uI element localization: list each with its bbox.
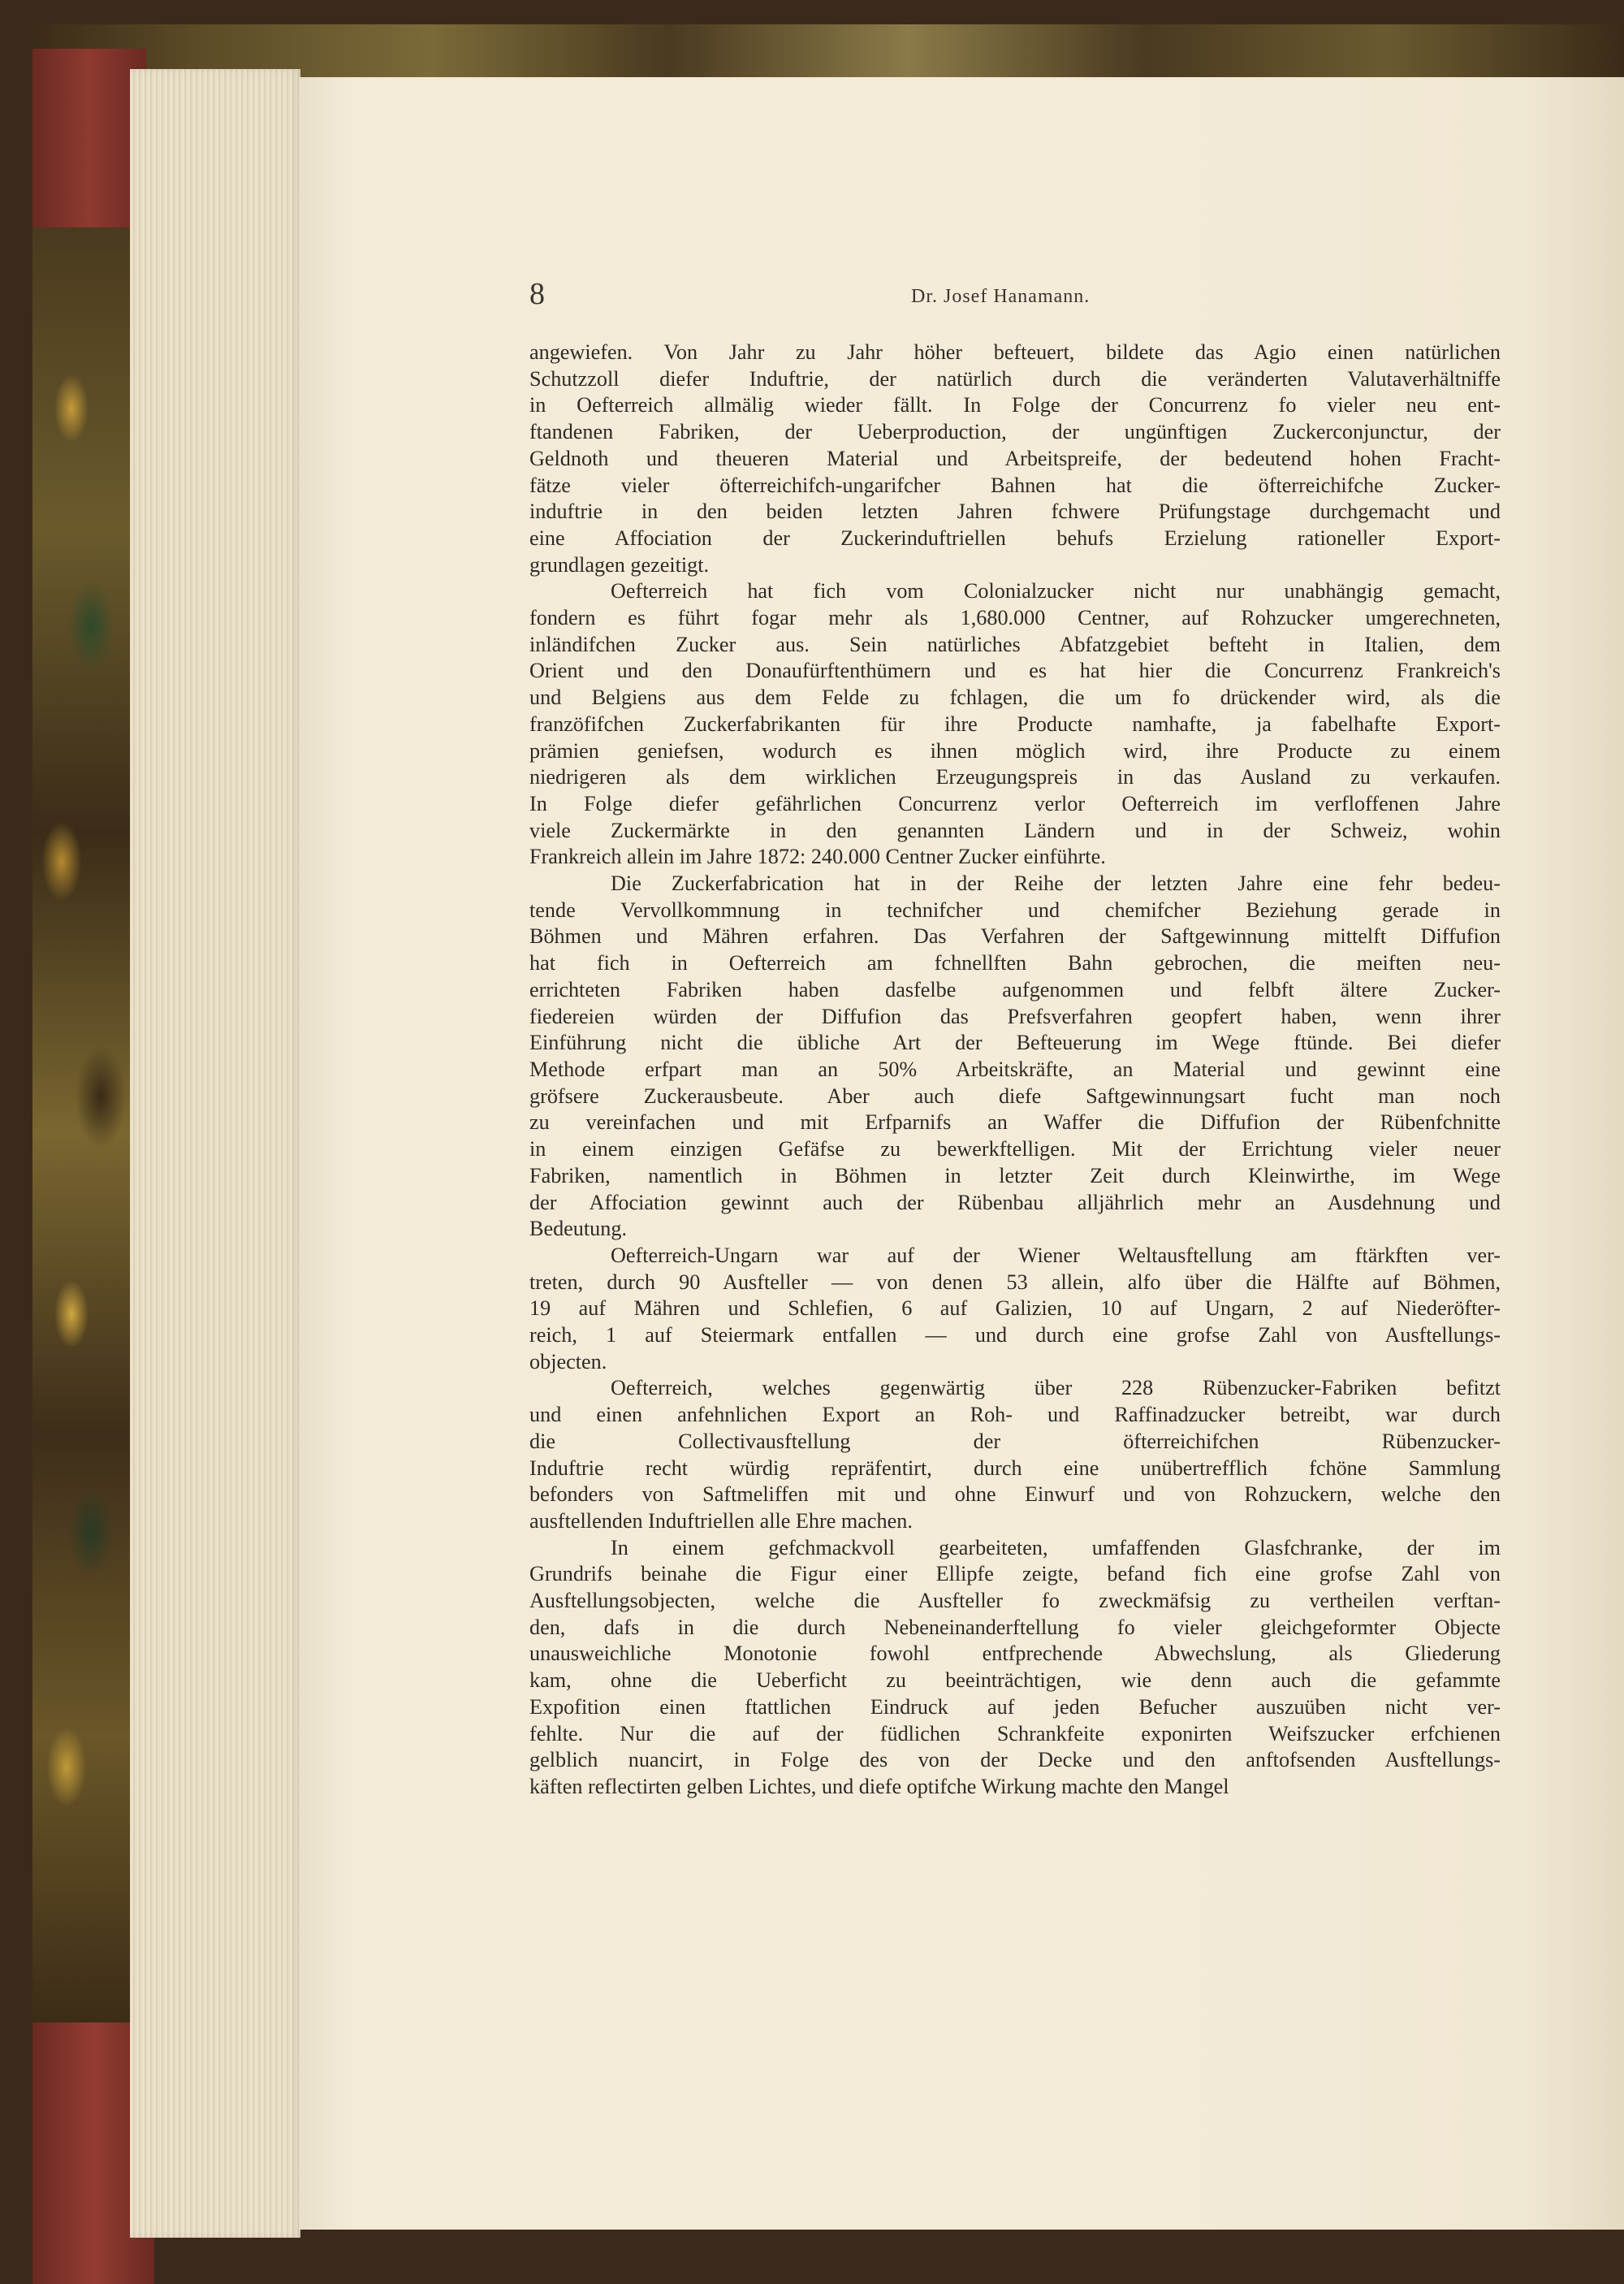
text-line: Frankreich allein im Jahre 1872: 240.000 Centner Zucker einführte.	[529, 845, 1106, 869]
marbled-board-side	[32, 227, 130, 2039]
text-line: Grundrifs beinahe die Figur einer Ellipfe zeigte, befand fich eine grofse Zahl von	[529, 1562, 1501, 1586]
text-line: objecten.	[529, 1349, 607, 1373]
text-line: Induftrie recht würdig repräfentirt, durch eine unübertrefflich fchöne Sammlung	[529, 1456, 1501, 1480]
text-line: unausweichliche Monotonie fowohl entfprechende Abwechslung, als Gliederung	[529, 1642, 1501, 1666]
text-line: gelblich nuancirt, in Folge des von der Decke und den anftofsenden Ausftellungs-	[529, 1748, 1501, 1772]
running-head	[529, 278, 1504, 310]
text-line: In Folge diefer gefährlichen Concurrenz verlor Oefterreich im verfloffenen Jahre	[529, 791, 1501, 815]
text-line: den, dafs in die durch Nebeneinanderftellung fo vieler gleichgeformter Objecte	[529, 1615, 1501, 1639]
text-line: Fabriken, namentlich in Böhmen in letzter Zeit durch Kleinwirthe, im Wege	[529, 1163, 1501, 1187]
text-line: grundlagen gezeitigt.	[529, 552, 710, 577]
text-line: treten, durch 90 Ausfteller — von denen 53 allein, alfo über die Hälfte auf Böhmen,	[529, 1270, 1501, 1294]
text-line: tende Vervollkommnung in technifcher und chemifcher Beziehung gerade in	[529, 898, 1501, 922]
text-line: franzöfifchen Zuckerfabrikanten für ihre Producte namhafte, ja fabelhafte Export-	[529, 712, 1501, 736]
text-line: die Collectivausftellung der öfterreichifchen Rübenzucker-	[529, 1429, 1501, 1453]
text-line: befonders von Saftmeliffen mit und ohne Einwurf und von Rohzuckern, welche den	[529, 1482, 1501, 1507]
text-line: Expofition einen ftattlichen Eindruck auf jeden Befucher auszuüben nicht ver-	[529, 1694, 1501, 1719]
text-line: Böhmen und Mähren erfahren. Das Verfahren der Saftgewinnung mittelft Diffufion	[529, 924, 1501, 949]
page-header-title: Dr. Josef Hanamann.	[911, 286, 1091, 307]
text-line: in einem einzigen Gefäfse zu bewerkftelligen. Mit der Errichtung vieler neuer	[529, 1137, 1501, 1161]
text-line: angewiefen. Von Jahr zu Jahr höher befteuert, bildete das Agio einen natürlichen	[529, 340, 1501, 364]
text-line: und einen anfehnlichen Export an Roh- und Raffinadzucker betreibt, war durch	[529, 1403, 1501, 1427]
text-line: Ausftellungsobjecten, welche die Ausfteller fo zweckmäfsig zu vertheilen verftan-	[529, 1589, 1501, 1613]
text-line: kam, ohne die Ueberficht zu beeinträchtigen, wie denn auch die gefammte	[529, 1668, 1501, 1693]
text-line: Bedeutung.	[529, 1217, 628, 1241]
text-line: fätze vieler öfterreichifch-ungarifcher Bahnen hat die öfterreichifche Zucker-	[529, 473, 1501, 497]
text-line: prämien geniefsen, wodurch es ihnen möglich wird, ihre Producte zu einem	[529, 738, 1501, 763]
text-line: induftrie in den beiden letzten Jahren fchwere Prüfungstage durchgemacht und	[529, 500, 1501, 524]
text-line: Oefterreich, welches gegenwärtig über 228 Rübenzucker-Fabriken befitzt	[611, 1376, 1501, 1400]
text-line: Orient und den Donaufürftenthümern und es hat hier die Concurrenz Frankreich's	[529, 659, 1501, 683]
text-line: eine Affociation der Zuckerinduftriellen behufs Erzielung rationeller Export-	[529, 526, 1501, 550]
text-line: ausftellenden Induftriellen alle Ehre machen.	[529, 1508, 913, 1533]
text-line: Oefterreich-Ungarn war auf der Wiener Weltausftellung am ftärkften ver-	[611, 1243, 1501, 1267]
text-line: zu vereinfachen und mit Erfparnifs an Waffer die Diffufion der Rübenfchnitte	[529, 1110, 1501, 1135]
text-line: und Belgiens aus dem Felde zu fchlagen, die um fo drückender wird, als die	[529, 686, 1501, 710]
text-line: in Oefterreich allmälig wieder fällt. In Folge der Concurrenz fo vieler neu ent-	[529, 393, 1501, 417]
text-line: Geldnoth und theueren Material und Arbeitspreife, der bedeutend hohen Fracht-	[529, 446, 1501, 470]
text-line: In einem gefchmackvoll gearbeiteten, umfaffenden Glasfchranke, der im	[611, 1535, 1501, 1559]
text-line: fehlte. Nur die auf der füdlichen Schrankfeite exponirten Weifszucker erfchienen	[529, 1721, 1501, 1745]
text-line: viele Zuckermärkte in den genannten Ländern und in der Schweiz, wohin	[529, 818, 1501, 842]
text-line: errichteten Fabriken haben dasfelbe aufgenommen und felbft ältere Zucker-	[529, 977, 1501, 1001]
text-line: Schutzzoll diefer Induftrie, der natürlich durch die veränderten Valutaverhältniffe	[529, 366, 1501, 391]
text-line: reich, 1 auf Steiermark entfallen — und durch eine grofse Zahl von Ausftellungs-	[529, 1323, 1501, 1347]
text-line: gröfsere Zuckerausbeute. Aber auch diefe Saftgewinnungsart fucht man noch	[529, 1084, 1501, 1108]
text-line: inländifchen Zucker aus. Sein natürliches Abfatzgebiet befteht in Italien, dem	[529, 632, 1501, 656]
page-number: 8	[529, 277, 545, 311]
leather-spine-top	[32, 49, 146, 236]
text-line: Die Zuckerfabrication hat in der Reihe der letzten Jahre eine fehr bedeu-	[611, 872, 1501, 896]
text-line: niedrigeren als dem wirklichen Erzeugungspreis in das Ausland zu verkaufen.	[529, 765, 1501, 789]
text-line: käften reflectirten gelben Lichtes, und diefe optifche Wirkung machte den Mangel	[529, 1774, 1229, 1798]
text-line: ftandenen Fabriken, der Ueberproduction, der ungünftigen Zuckerconjunctur, der	[529, 420, 1501, 444]
page-edges	[130, 69, 300, 2238]
text-line: fondern es führt fogar mehr als 1,680.000 Centner, auf Rohzucker umgerechneten,	[529, 606, 1501, 630]
text-line: Einführung nicht die übliche Art der Befteuerung im Wege ftünde. Bei diefer	[529, 1031, 1501, 1055]
text-line: der Affociation gewinnt auch der Rübenbau alljährlich mehr an Ausdehnung und	[529, 1190, 1501, 1214]
text-line: fiedereien würden der Diffufion das Prefsverfahren geopfert haben, wenn ihrer	[529, 1004, 1501, 1028]
body-text	[529, 340, 1501, 2086]
text-line: hat fich in Oefterreich am fchnellften Bahn gebrochen, die meiften neu-	[529, 951, 1501, 975]
text-line: 19 auf Mähren und Schlefien, 6 auf Galizien, 10 auf Ungarn, 2 auf Niederöfter-	[529, 1296, 1501, 1321]
text-line: Methode erfpart man an 50% Arbeitskräfte, an Material und gewinnt eine	[529, 1057, 1501, 1081]
text-line: Oefterreich hat fich vom Colonialzucker nicht nur unabhängig gemacht,	[611, 579, 1501, 603]
